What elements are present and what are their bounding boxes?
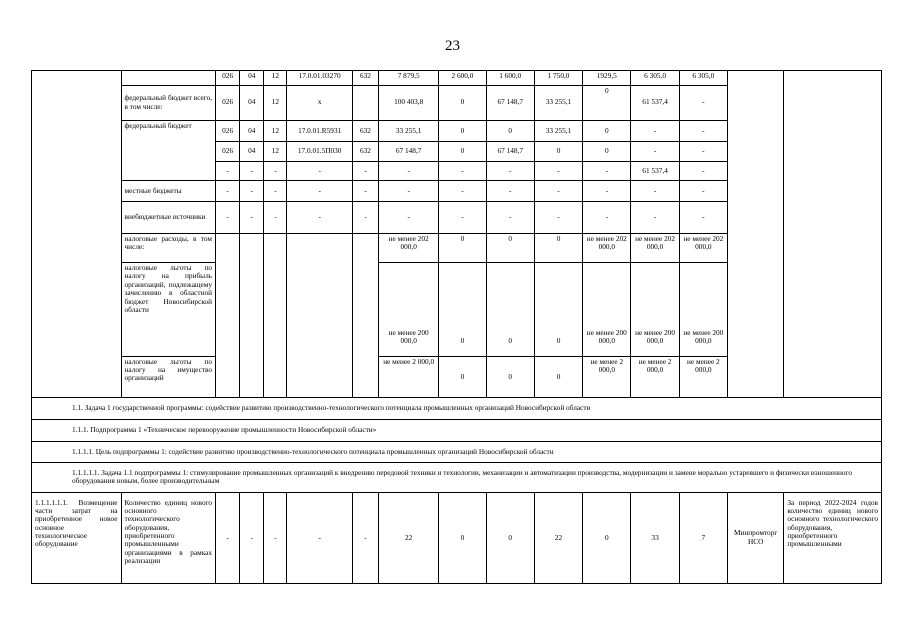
cell-grbs: -: [216, 162, 240, 181]
subprogram-row: [32, 419, 882, 441]
cell-year: -: [534, 201, 582, 233]
cell-vr: -: [352, 492, 378, 584]
measure-name: 1.1.1.1.1.1. Возмещение части затрат на приобретенное новое основное технологическое оборудование: [32, 492, 122, 584]
cell-csr: [287, 234, 352, 398]
cell-year: -: [583, 162, 631, 181]
finance-row: [32, 71, 882, 86]
cell-year: 33: [631, 492, 679, 584]
measure-row: [32, 492, 882, 584]
cell-vr: [352, 85, 378, 120]
measure-indicator: Количество единиц нового основного технологического оборудования, приобретенного промышленными организациями в рамках реализации: [121, 492, 216, 584]
cell-vr: -: [352, 181, 378, 202]
cell-total: 67 148,7: [378, 141, 438, 162]
cell-year: -: [486, 201, 534, 233]
program-table: [31, 70, 882, 584]
cell-year: 0: [439, 141, 486, 162]
tax-property-label: налоговые льготы по налогу на имущество организаций: [121, 356, 216, 398]
cell-pr: 12: [264, 71, 287, 86]
cell-csr: -: [287, 181, 352, 202]
cell-rz: 04: [240, 71, 264, 86]
cell-rz: -: [240, 492, 264, 584]
cell-year: 33 255,1: [534, 85, 582, 120]
cell-year: 0: [439, 263, 486, 356]
measure-name-cell-empty: [32, 71, 122, 398]
cell-year: 0: [439, 85, 486, 120]
cell-grbs: -: [216, 181, 240, 202]
finance-label: местные бюджеты: [121, 181, 216, 202]
cell-vr: 632: [352, 141, 378, 162]
cell-year: -: [439, 201, 486, 233]
cell-year: 22: [534, 492, 582, 584]
cell-year: не менее 2 000,0: [631, 356, 679, 398]
cell-year: 0: [486, 356, 534, 398]
cell-csr: 17.0.01.5П030: [287, 141, 352, 162]
cell-grbs: [216, 234, 240, 398]
cell-year: -: [583, 201, 631, 233]
goal-row: [32, 441, 882, 463]
program-task-heading: 1.1. Задача 1 государственной программы: содействие развитию производственно-технологического потенциала промышленных организаций Новосибирской области: [32, 398, 882, 420]
cell-year: 0: [583, 141, 631, 162]
cell-year: -: [679, 181, 727, 202]
cell-year: -: [439, 181, 486, 202]
cell-year: 0: [534, 356, 582, 398]
cell-year: не менее 202 000,0: [679, 234, 727, 263]
cell-csr: -: [287, 492, 352, 584]
cell-total: -: [378, 162, 438, 181]
cell-year: -: [486, 162, 534, 181]
cell-grbs: 026: [216, 85, 240, 120]
cell-year: -: [679, 162, 727, 181]
cell-total: 100 403,8: [378, 85, 438, 120]
cell-year: не менее 200 000,0: [583, 263, 631, 356]
cell-pr: 12: [264, 85, 287, 120]
cell-year: -: [679, 85, 727, 120]
cell-year: не менее 2 000,0: [679, 356, 727, 398]
result-cell-empty: [784, 71, 882, 398]
cell-year: 1 750,0: [534, 71, 582, 86]
cell-rz: -: [240, 162, 264, 181]
finance-label: федеральный бюджет всего, в том числе:: [121, 85, 216, 120]
cell-year: 1 600,0: [486, 71, 534, 86]
cell-year: не менее 200 000,0: [679, 263, 727, 356]
cell-vr: -: [352, 201, 378, 233]
cell-total: 7 879,5: [378, 71, 438, 86]
cell-total: не менее 2 000,0: [378, 356, 438, 398]
cell-year: -: [679, 120, 727, 141]
subprogram-heading: 1.1.1. Подпрограмма 1 «Техническое перевооружение промышленности Новосибирской области»: [32, 419, 882, 441]
cell-year: не менее 2 000,0: [583, 356, 631, 398]
cell-grbs: -: [216, 201, 240, 233]
cell-year: -: [631, 141, 679, 162]
cell-year: -: [486, 181, 534, 202]
cell-rz: 04: [240, 85, 264, 120]
cell-year: 0: [486, 120, 534, 141]
cell-year: -: [679, 201, 727, 233]
tax-profit-label: налоговые льготы по налогу на прибыль организаций, подлежащему зачислению в областной бюджет Новосибирской области: [121, 263, 216, 356]
subprogram-task-heading: 1.1.1.1.1. Задача 1.1 подпрограммы 1: стимулирование промышленных организаций к внедрению передовой техники и технологии, механизации и автоматизации производства, модернизации и замене морально устаревшего и физически изношенного оборудования новым, более производительным: [32, 463, 882, 492]
cell-year: не менее 202 000,0: [631, 234, 679, 263]
cell-csr: x: [287, 85, 352, 120]
tax-expenses-label: налоговые расходы, в том числе:: [121, 234, 216, 263]
cell-rz: 04: [240, 141, 264, 162]
cell-vr: -: [352, 162, 378, 181]
cell-year: 0: [439, 356, 486, 398]
cell-vr: 632: [352, 120, 378, 141]
cell-year: 61 537,4: [631, 162, 679, 181]
cell-pr: -: [264, 201, 287, 233]
cell-year: -: [631, 181, 679, 202]
cell-year: -: [631, 120, 679, 141]
cell-pr: -: [264, 162, 287, 181]
cell-pr: 12: [264, 120, 287, 141]
cell-year: 6 305,0: [679, 71, 727, 86]
cell-year: 0: [439, 492, 486, 584]
cell-grbs: 026: [216, 71, 240, 86]
cell-pr: -: [264, 181, 287, 202]
cell-year: -: [534, 181, 582, 202]
cell-csr: -: [287, 201, 352, 233]
cell-year: -: [583, 181, 631, 202]
cell-year: 67 148,7: [486, 141, 534, 162]
cell-vr: [352, 234, 378, 398]
cell-total: -: [378, 201, 438, 233]
cell-csr: 17.0.01.R5931: [287, 120, 352, 141]
cell-total: 33 255,1: [378, 120, 438, 141]
subtask-row: [32, 463, 882, 492]
cell-year: 0: [439, 120, 486, 141]
cell-year: не менее 202 000,0: [583, 234, 631, 263]
cell-total: -: [378, 181, 438, 202]
cell-total: 22: [378, 492, 438, 584]
cell-grbs: -: [216, 492, 240, 584]
cell-grbs: 026: [216, 120, 240, 141]
cell-year: 0: [534, 263, 582, 356]
cell-year: 0: [486, 492, 534, 584]
measure-result: За период 2022-2024 годов количество единиц нового основного технологического оборудования, приобретенного промышленными: [784, 492, 882, 584]
cell-year: -: [534, 162, 582, 181]
cell-rz: 04: [240, 120, 264, 141]
finance-label: федеральный бюджет: [121, 120, 216, 180]
cell-vr: 632: [352, 71, 378, 86]
cell-rz: -: [240, 181, 264, 202]
cell-year: не менее 200 000,0: [631, 263, 679, 356]
cell-year: 0: [534, 141, 582, 162]
cell-year: 7: [679, 492, 727, 584]
measure-executor: Минпромторг НСО: [728, 492, 784, 584]
cell-year: -: [439, 162, 486, 181]
cell-year: 6 305,0: [631, 71, 679, 86]
cell-year: 61 537,4: [631, 85, 679, 120]
cell-year: 33 255,1: [534, 120, 582, 141]
cell-year: 0: [583, 85, 631, 120]
cell-year: 0: [583, 120, 631, 141]
cell-year: 0: [534, 234, 582, 263]
page-number: 23: [445, 38, 460, 54]
cell-year: 67 148,7: [486, 85, 534, 120]
cell-pr: -: [264, 492, 287, 584]
finance-label: внебюджетные источники: [121, 201, 216, 233]
executor-cell-empty: [728, 71, 784, 398]
finance-label: [121, 71, 216, 86]
cell-year: 0: [486, 263, 534, 356]
cell-csr: -: [287, 162, 352, 181]
cell-rz: -: [240, 201, 264, 233]
subprogram-goal-heading: 1.1.1.1. Цель подпрограммы 1: содействие развитию производственно-технологического потенциала промышленных организаций Новосибирской области: [32, 441, 882, 463]
cell-year: 1929,5: [583, 71, 631, 86]
cell-year: -: [631, 201, 679, 233]
cell-year: 0: [439, 234, 486, 263]
cell-total: не менее 202 000,0: [378, 234, 438, 263]
cell-year: -: [679, 141, 727, 162]
cell-pr: 12: [264, 141, 287, 162]
cell-pr: [264, 234, 287, 398]
cell-grbs: 026: [216, 141, 240, 162]
cell-year: 0: [486, 234, 534, 263]
cell-rz: [240, 234, 264, 398]
cell-total: не менее 200 000,0: [378, 263, 438, 356]
cell-year: 2 600,0: [439, 71, 486, 86]
cell-year: 0: [583, 492, 631, 584]
task-row: [32, 398, 882, 420]
cell-csr: 17.0.01.03270: [287, 71, 352, 86]
